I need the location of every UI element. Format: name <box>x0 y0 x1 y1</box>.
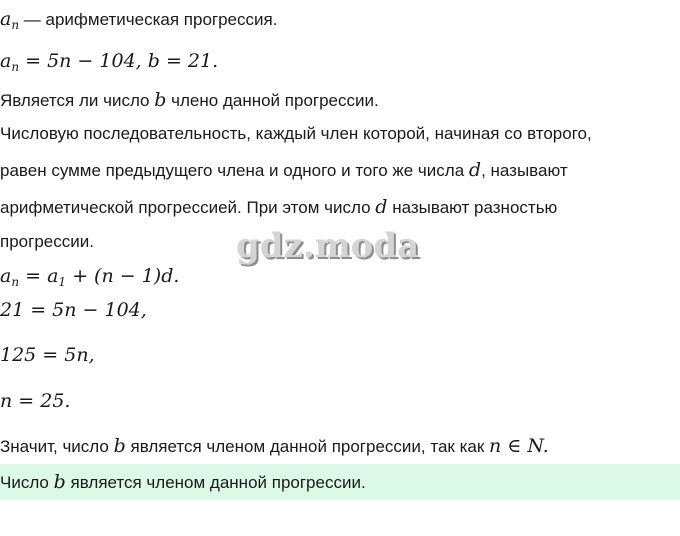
problem-statement <box>0 8 277 32</box>
conclusion: Значит, число b является членом данной прогрессии, так как n ∈ N. <box>0 435 549 457</box>
equation-step-2: 125 = 5n, <box>0 344 95 366</box>
definition-line-2: равен сумме предыдущего члена и одного и того же числа d, называют <box>0 159 568 181</box>
definition-line-1: Числовую последовательность, каждый член которой, начиная со второго, <box>0 124 592 143</box>
answer-box <box>0 464 680 500</box>
definition-line-3: арифметической прогрессией. При этом число d называют разностью <box>0 196 558 218</box>
general-term-formula: $a_n = a_1 + (n - 1)d$. <box>0 265 180 289</box>
equation-step-3: n = 25. <box>0 390 71 412</box>
definition-line-4: прогрессии. <box>0 232 94 251</box>
problem-text: — арифметическая прогрессия. <box>23 10 278 29</box>
watermark-logo: gdz.moda <box>236 226 420 266</box>
equation-step-1: 21 = 5n − 104, <box>0 299 147 321</box>
sequence-variable: $a_n$ <box>0 8 20 32</box>
answer-text: Число b является членом данной прогрессии. <box>0 471 366 493</box>
question: Является ли число b члено данной прогрессии. <box>0 89 379 111</box>
given-formula: $a_n = 5n - 104$, b = 21. <box>0 50 219 74</box>
